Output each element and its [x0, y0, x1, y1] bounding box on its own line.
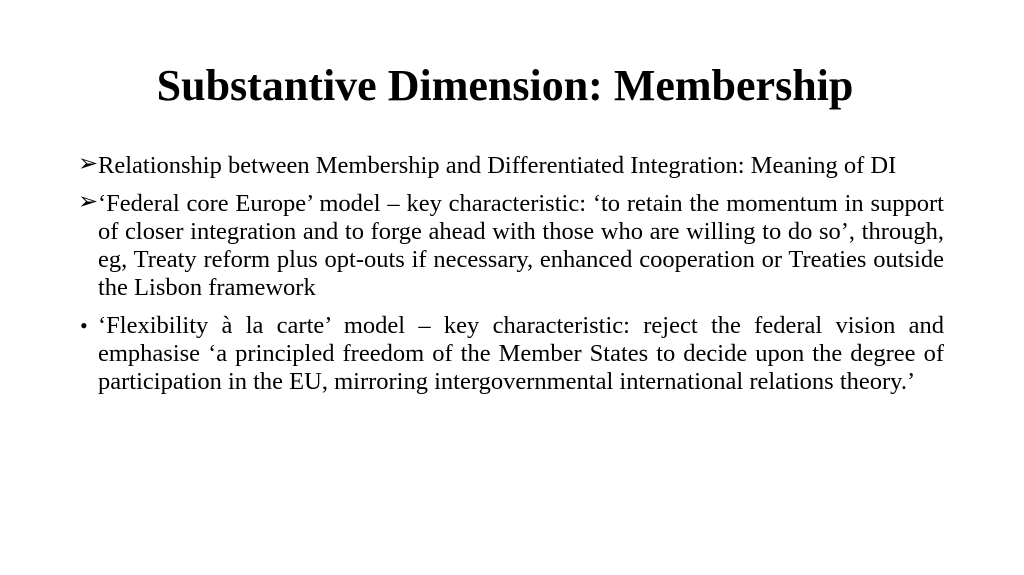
bullet-text: Relationship between Membership and Differentiated Integration: Meaning of DI	[98, 152, 897, 179]
bullet-item-federal-core-europe	[78, 190, 944, 302]
arrowhead-bullet-icon: ➢	[78, 189, 99, 215]
bullet-item-flexibility-a-la-carte	[78, 312, 944, 396]
bullet-text: ‘Flexibility à la carte’ model – key characteristic: reject the federal vision and emphasise ‘a principled freedom of the Member States to decide upon the degree of participation in the EU, mirroring intergovernmental international relations theory.’	[98, 312, 944, 395]
arrowhead-bullet-icon: ➢	[78, 151, 99, 177]
bullet-item-relationship	[78, 152, 944, 180]
bullet-text: ‘Federal core Europe’ model – key characteristic: ‘to retain the momentum in support of closer integration and to forge ahead with those who are willing to do so’, through, eg, Treaty reform plus opt-outs if necessary, enhanced cooperation or Treaties outside the Lisbon framework	[98, 190, 944, 301]
slide-title: Substantive Dimension: Membership	[156, 61, 854, 110]
dot-bullet-icon: •	[80, 313, 88, 338]
bullet-list	[78, 152, 944, 406]
